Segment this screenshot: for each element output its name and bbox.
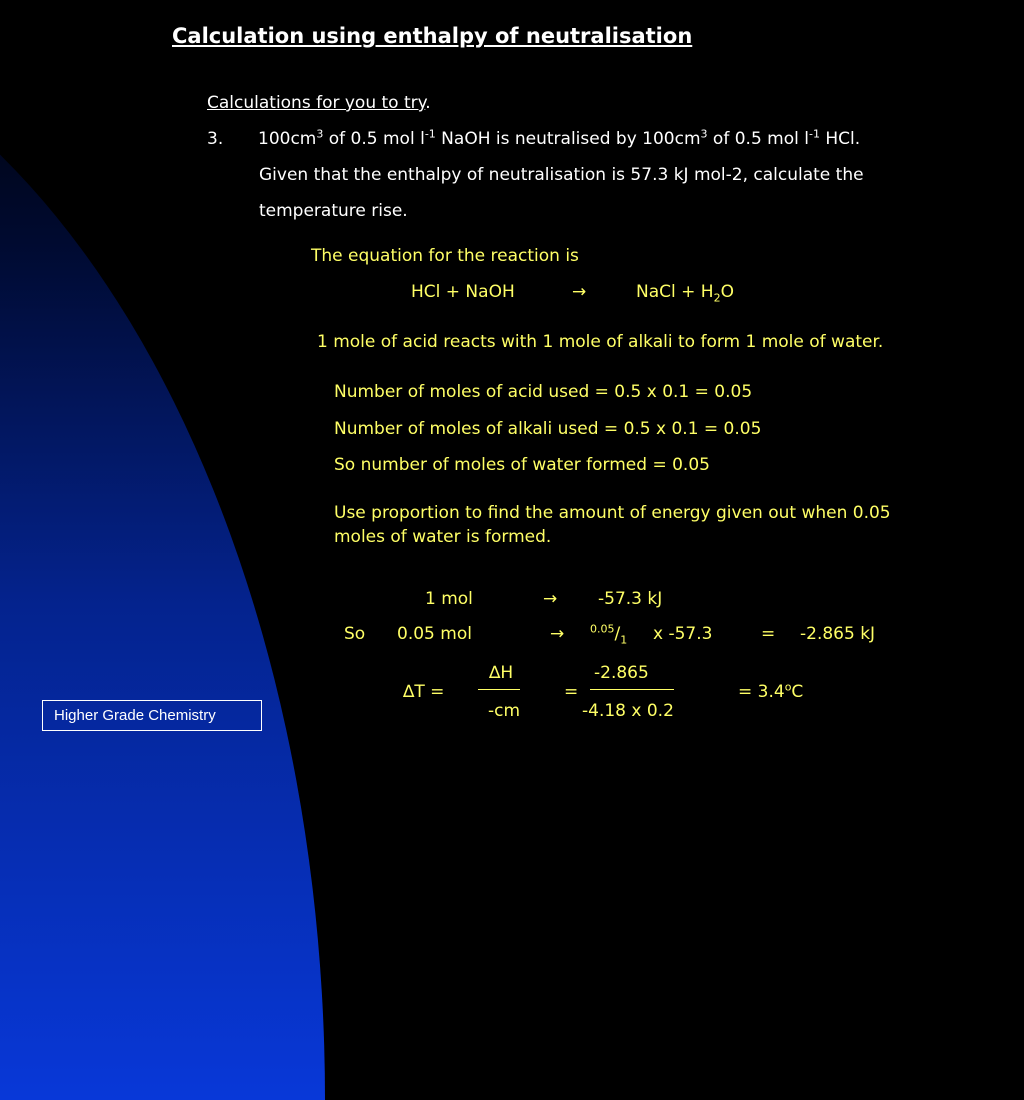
result-value: = 3.4 [738,682,785,702]
fraction1-denominator: -cm [488,701,521,721]
ratio-row2-equals: = [761,624,776,644]
result-degree: o [784,680,792,694]
q1-a: 100cm [258,129,317,149]
fraction1-numerator: ∆H [489,663,514,683]
fraction-numerator: 0.05 [590,622,615,636]
q1-e: HCl. [819,129,861,149]
q1-b: of 0.5 mol l [323,129,425,149]
question-number: 3. [207,129,224,149]
proportion-line-2: moles of water is formed. [334,527,552,547]
ratio-row2-result: -2.865 kJ [800,624,876,644]
delta-t-label: ∆T = [403,682,445,702]
ratio-row2-left: 0.05 mol [397,624,472,644]
mole-statement: 1 mole of acid reacts with 1 mole of alkali to form 1 mole of water. [317,332,884,352]
equation-reactants: HCl + NaOH [411,282,515,302]
question-line-3: temperature rise. [259,201,408,221]
subheading [207,93,431,113]
q1-sup1: 3 [316,127,324,141]
result-unit: C [791,682,804,702]
ratio-row2-so: So [344,624,366,644]
ratio-row2-mult: x -57.3 [653,624,713,644]
q1-sup2: -1 [424,127,436,141]
final-equals: = [564,682,579,702]
products-b: O [720,282,734,302]
ratio-row1-left: 1 mol [425,589,473,609]
moles-water: So number of moles of water formed = 0.05 [334,455,710,475]
question-line-2: Given that the enthalpy of neutralisation is 57.3 kJ mol-2, calculate the [259,165,864,185]
q1-c: NaOH is neutralised by 100cm [435,129,701,149]
subheading-text: Calculations for you to try [207,93,426,113]
equation-arrow: → [572,282,587,302]
equation-products [636,282,734,305]
fraction-slash: / [614,624,621,644]
q1-sup3: 3 [700,127,708,141]
fraction1-bar [478,689,520,690]
final-result [738,682,803,702]
products-a: NaCl + H [636,282,714,302]
ratio-row1-arrow: → [543,589,558,609]
moles-alkali: Number of moles of alkali used = 0.5 x 0.1 = 0.05 [334,419,762,439]
subheading-punct: . [425,93,431,113]
fraction2-denominator: -4.18 x 0.2 [582,701,674,721]
fraction2-bar [590,689,674,690]
page-title: Calculation using enthalpy of neutralisation [172,24,693,48]
fraction-denominator: 1 [620,633,628,647]
footer-label: Higher Grade Chemistry [42,700,262,731]
q1-d: of 0.5 mol l [707,129,809,149]
question-line-1 [258,129,860,149]
moles-acid: Number of moles of acid used = 0.5 x 0.1 = 0.05 [334,382,753,402]
ratio-row2-fraction [590,622,628,647]
fraction2-numerator: -2.865 [594,663,649,683]
equation-intro: The equation for the reaction is [311,246,579,266]
proportion-line-1: Use proportion to find the amount of energy given out when 0.05 [334,503,891,523]
ratio-row2-arrow: → [550,624,565,644]
ratio-row1-right: -57.3 kJ [598,589,663,609]
products-sub: 2 [713,291,721,305]
q1-sup4: -1 [808,127,820,141]
